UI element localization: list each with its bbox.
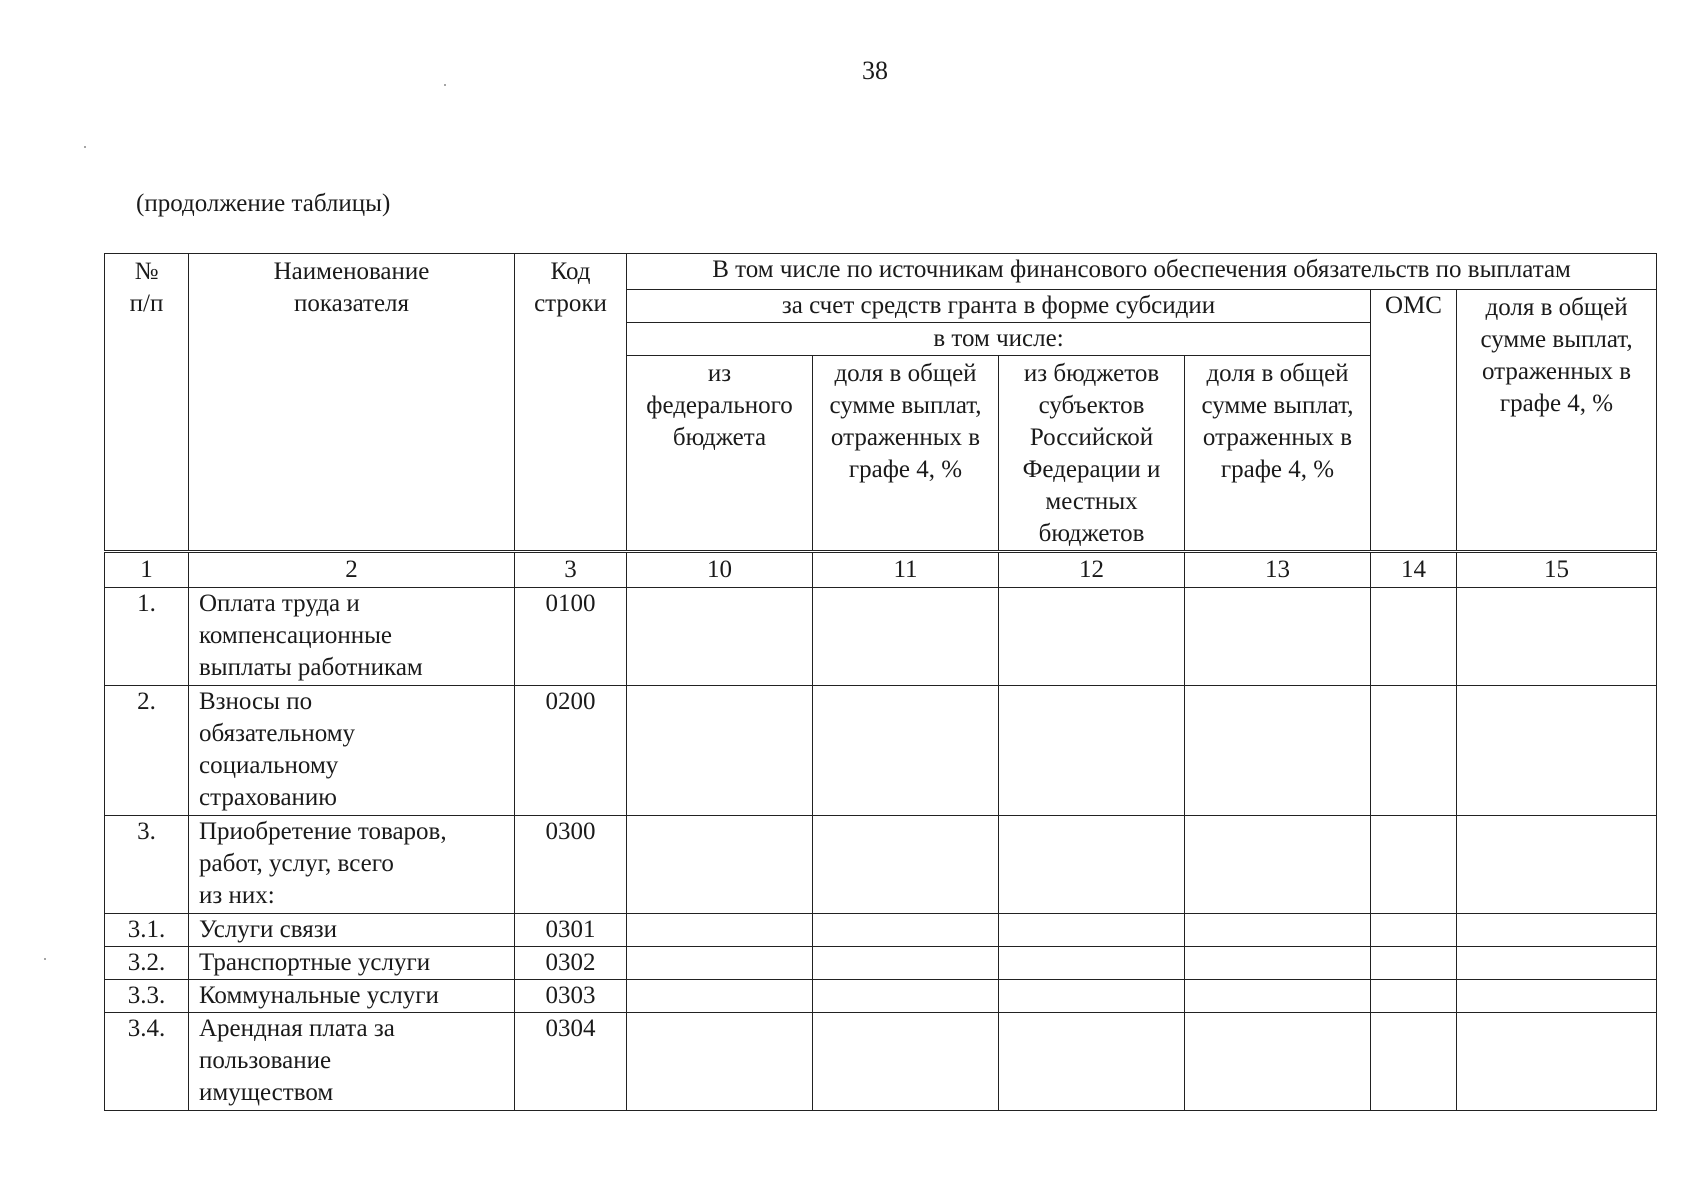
scan-speck	[44, 958, 46, 960]
value-cell	[1185, 980, 1371, 1013]
table-row	[105, 947, 1657, 980]
row-name: Взносы по обязательному социальному страхованию	[189, 686, 515, 816]
scan-speck	[444, 84, 446, 86]
value-cell	[1185, 914, 1371, 947]
value-cell	[813, 980, 999, 1013]
column-number: 14	[1371, 552, 1457, 588]
row-code: 0302	[515, 947, 627, 980]
column-number: 10	[627, 552, 813, 588]
column-number-row	[105, 552, 1657, 588]
table-row	[105, 588, 1657, 686]
value-cell	[1185, 947, 1371, 980]
table-row	[105, 816, 1657, 914]
column-number: 15	[1457, 552, 1657, 588]
value-cell	[1457, 947, 1657, 980]
header-row-1	[105, 254, 1657, 290]
row-name: Коммунальные услуги	[189, 980, 515, 1013]
row-number: 2.	[105, 686, 189, 816]
column-number: 11	[813, 552, 999, 588]
value-cell	[813, 686, 999, 816]
row-code: 0304	[515, 1013, 627, 1111]
value-cell	[1371, 588, 1457, 686]
row-name: Транспортные услуги	[189, 947, 515, 980]
header-num: № п/п	[105, 254, 189, 552]
value-cell	[1457, 816, 1657, 914]
table-continuation-note: (продолжение таблицы)	[136, 190, 391, 217]
value-cell	[813, 914, 999, 947]
row-number: 3.4.	[105, 1013, 189, 1111]
header-including: в том числе:	[627, 323, 1371, 356]
page-number: 38	[862, 56, 888, 85]
value-cell	[1457, 980, 1657, 1013]
value-cell	[627, 947, 813, 980]
value-cell	[1371, 980, 1457, 1013]
value-cell	[1371, 816, 1457, 914]
value-cell	[627, 588, 813, 686]
value-cell	[999, 914, 1185, 947]
value-cell	[1185, 588, 1371, 686]
header-federal: из федерального бюджета	[627, 356, 813, 552]
value-cell	[1185, 686, 1371, 816]
value-cell	[627, 980, 813, 1013]
header-federal-share: доля в общей сумме выплат, отраженных в графе 4, %	[813, 356, 999, 552]
row-number: 3.3.	[105, 980, 189, 1013]
value-cell	[999, 686, 1185, 816]
table-row	[105, 1013, 1657, 1111]
value-cell	[1371, 1013, 1457, 1111]
value-cell	[627, 1013, 813, 1111]
column-number: 12	[999, 552, 1185, 588]
column-number: 2	[189, 552, 515, 588]
header-grant: за счет средств гранта в форме субсидии	[627, 290, 1371, 323]
financial-table	[104, 253, 1657, 1111]
column-number: 13	[1185, 552, 1371, 588]
value-cell	[813, 1013, 999, 1111]
value-cell	[1185, 816, 1371, 914]
value-cell	[1371, 686, 1457, 816]
row-number: 1.	[105, 588, 189, 686]
header-oms: ОМС	[1371, 290, 1457, 552]
value-cell	[1457, 588, 1657, 686]
column-number: 1	[105, 552, 189, 588]
row-name: Оплата труда и компенсационные выплаты работникам	[189, 588, 515, 686]
row-name: Услуги связи	[189, 914, 515, 947]
value-cell	[627, 914, 813, 947]
header-sources: В том числе по источникам финансового обеспечения обязательств по выплатам	[627, 254, 1657, 290]
value-cell	[1457, 914, 1657, 947]
value-cell	[999, 816, 1185, 914]
row-code: 0200	[515, 686, 627, 816]
value-cell	[1457, 1013, 1657, 1111]
table-row	[105, 980, 1657, 1013]
value-cell	[1457, 686, 1657, 816]
value-cell	[627, 816, 813, 914]
value-cell	[999, 947, 1185, 980]
row-number: 3.	[105, 816, 189, 914]
table-row	[105, 914, 1657, 947]
value-cell	[999, 588, 1185, 686]
scan-speck	[84, 146, 86, 148]
row-code: 0301	[515, 914, 627, 947]
row-number: 3.2.	[105, 947, 189, 980]
value-cell	[627, 686, 813, 816]
row-name: Приобретение товаров, работ, услуг, всего из них:	[189, 816, 515, 914]
header-regional-share: доля в общей сумме выплат, отраженных в графе 4, %	[1185, 356, 1371, 552]
value-cell	[813, 816, 999, 914]
value-cell	[999, 1013, 1185, 1111]
row-code: 0100	[515, 588, 627, 686]
header-code: Код строки	[515, 254, 627, 552]
header-name: Наименование показателя	[189, 254, 515, 552]
value-cell	[999, 980, 1185, 1013]
header-oms-share: доля в общей сумме выплат, отраженных в графе 4, %	[1457, 290, 1657, 552]
column-number: 3	[515, 552, 627, 588]
header-regional: из бюджетов субъектов Российской Федерации и местных бюджетов	[999, 356, 1185, 552]
value-cell	[1371, 947, 1457, 980]
value-cell	[1371, 914, 1457, 947]
value-cell	[1185, 1013, 1371, 1111]
value-cell	[813, 588, 999, 686]
value-cell	[813, 947, 999, 980]
row-code: 0300	[515, 816, 627, 914]
row-number: 3.1.	[105, 914, 189, 947]
row-code: 0303	[515, 980, 627, 1013]
row-name: Арендная плата за пользование имуществом	[189, 1013, 515, 1111]
table-row	[105, 686, 1657, 816]
